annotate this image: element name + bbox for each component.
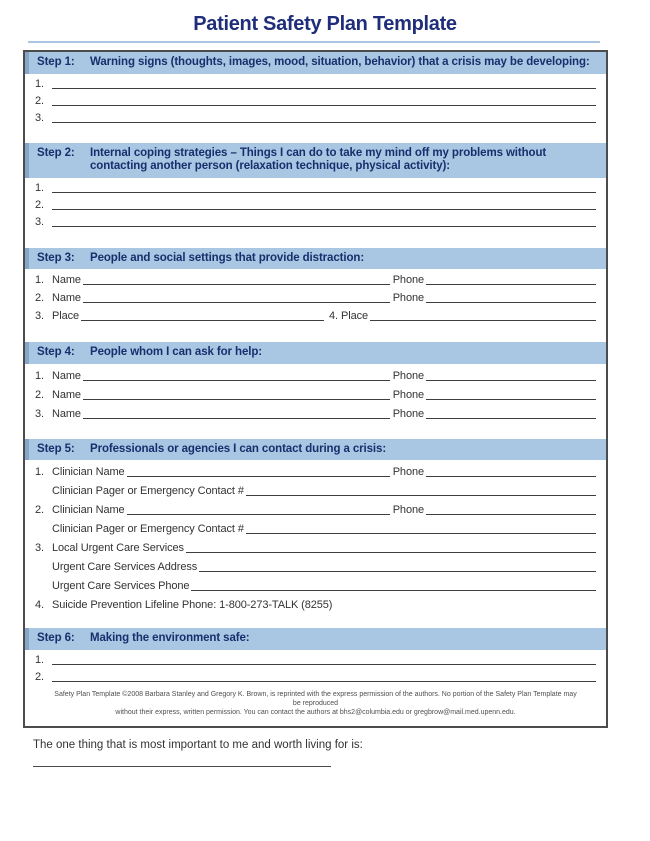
phone-label: Phone bbox=[392, 466, 424, 478]
place-fill-in-line[interactable] bbox=[81, 320, 324, 321]
fill-in-line[interactable] bbox=[52, 664, 596, 665]
fill-in-line[interactable] bbox=[52, 192, 596, 193]
name-phone-row bbox=[35, 269, 596, 287]
step-5-heading: Professionals or agencies I can contact during a crisis: bbox=[90, 442, 387, 455]
name-fill-in-line[interactable] bbox=[83, 380, 390, 381]
name-label: Name bbox=[52, 407, 81, 420]
pager-fill-in-line[interactable] bbox=[246, 495, 596, 496]
name-label: Name bbox=[52, 369, 81, 382]
step-6-label: Step 6: bbox=[37, 632, 75, 644]
urgent-care-fill-in-line[interactable] bbox=[186, 552, 596, 553]
closing-fill-in-line[interactable] bbox=[33, 766, 331, 767]
row-number: 3. bbox=[35, 215, 44, 228]
row-number: 1. bbox=[35, 274, 44, 286]
clinician-row bbox=[35, 460, 596, 479]
phone-label: Phone bbox=[392, 504, 424, 516]
copyright-line-1: Safety Plan Template ©2008 Barbara Stanley and Gregory K. Brown, is reprinted with the express permission of the authors. No portion of the Safety Plan Template may be reproduced bbox=[54, 690, 577, 707]
row-number: 2. bbox=[35, 292, 44, 304]
step-3-rows bbox=[25, 269, 606, 323]
urgent-care-row bbox=[35, 536, 596, 555]
step-2-rows bbox=[25, 178, 606, 229]
row-number: 1. bbox=[35, 369, 44, 382]
fill-in-line[interactable] bbox=[52, 88, 596, 89]
step-1-header bbox=[25, 52, 606, 74]
row-number: 3. bbox=[35, 542, 44, 554]
phone-label: Phone bbox=[392, 292, 424, 304]
step-4-rows bbox=[25, 364, 606, 421]
phone-fill-in-line[interactable] bbox=[426, 380, 596, 381]
step-5-header bbox=[25, 439, 606, 461]
step-1-rows bbox=[25, 74, 606, 125]
pager-label: Clinician Pager or Emergency Contact # bbox=[52, 523, 244, 535]
place-label: Place bbox=[52, 310, 80, 322]
clinician-name-fill-in-line[interactable] bbox=[127, 514, 390, 515]
name-label: Name bbox=[52, 388, 81, 401]
phone-label: Phone bbox=[392, 369, 424, 382]
urgent-care-phone-fill-in-line[interactable] bbox=[191, 590, 596, 591]
place-label: Place bbox=[341, 310, 369, 322]
lifeline-row bbox=[35, 593, 596, 612]
blank-row bbox=[35, 650, 596, 667]
row-number: 3. bbox=[35, 111, 44, 124]
pager-label: Clinician Pager or Emergency Contact # bbox=[52, 485, 244, 497]
row-number: 2. bbox=[35, 504, 44, 516]
fill-in-line[interactable] bbox=[52, 226, 596, 227]
step-5-label: Step 5: bbox=[37, 442, 75, 455]
step-4-header bbox=[25, 342, 606, 364]
urgent-care-address-fill-in-line[interactable] bbox=[199, 571, 596, 572]
phone-fill-in-line[interactable] bbox=[426, 418, 596, 419]
blank-row bbox=[35, 178, 596, 195]
pager-fill-in-line[interactable] bbox=[246, 533, 596, 534]
pager-row bbox=[35, 517, 596, 536]
row-number: 1. bbox=[35, 653, 44, 666]
copyright-line-2: without their express, written permission. You can contact the authors at bhs2@columbia.edu or gregbrow@mail.med.upenn.edu. bbox=[115, 708, 516, 716]
fill-in-line[interactable] bbox=[52, 209, 596, 210]
place-row bbox=[35, 305, 596, 323]
row-number: 2. bbox=[35, 670, 44, 683]
blank-row bbox=[35, 108, 596, 125]
blank-row bbox=[35, 91, 596, 108]
phone-fill-in-line[interactable] bbox=[426, 514, 596, 515]
step-1-heading: Warning signs (thoughts, images, mood, situation, behavior) that a crisis may be developing: bbox=[90, 56, 590, 68]
phone-label: Phone bbox=[392, 407, 424, 420]
fill-in-line[interactable] bbox=[52, 681, 596, 682]
row-number: 2. bbox=[35, 388, 44, 401]
step-1-label: Step 1: bbox=[37, 56, 75, 68]
step-4-label: Step 4: bbox=[37, 346, 75, 358]
name-phone-row bbox=[35, 287, 596, 305]
step-2-heading: Internal coping strategies – Things I can do to take my mind off my problems without contacting another person (relaxation technique, physical activity): bbox=[90, 146, 547, 172]
row-number: 3. bbox=[35, 407, 44, 420]
row-number: 1. bbox=[35, 77, 44, 90]
step-6-rows bbox=[25, 650, 606, 684]
name-phone-row bbox=[35, 383, 596, 402]
phone-fill-in-line[interactable] bbox=[426, 399, 596, 400]
step-3-heading: People and social settings that provide distraction: bbox=[90, 251, 365, 264]
step-6-header bbox=[25, 628, 606, 650]
step-2-label: Step 2: bbox=[37, 146, 75, 159]
closing-prompt: The one thing that is most important to me and worth living for is: bbox=[33, 739, 363, 751]
phone-label: Phone bbox=[392, 388, 424, 401]
page-title: Patient Safety Plan Template bbox=[193, 13, 457, 35]
urgent-care-phone-label: Urgent Care Services Phone bbox=[52, 580, 190, 592]
fill-in-line[interactable] bbox=[52, 122, 596, 123]
name-fill-in-line[interactable] bbox=[83, 399, 390, 400]
row-number: 1. bbox=[35, 181, 44, 194]
name-fill-in-line[interactable] bbox=[83, 302, 390, 303]
fill-in-line[interactable] bbox=[52, 105, 596, 106]
step-6-heading: Making the environment safe: bbox=[90, 632, 250, 644]
blank-row bbox=[35, 195, 596, 212]
step-4-heading: People whom I can ask for help: bbox=[90, 346, 262, 358]
name-label: Name bbox=[52, 274, 81, 286]
name-label: Name bbox=[52, 292, 81, 304]
step-2-header bbox=[25, 143, 606, 178]
phone-fill-in-line[interactable] bbox=[426, 476, 596, 477]
row-number: 3. bbox=[35, 310, 44, 322]
safety-plan-form bbox=[23, 50, 608, 728]
pager-row bbox=[35, 479, 596, 498]
row-number: 2. bbox=[35, 94, 44, 107]
place-fill-in-line[interactable] bbox=[370, 320, 596, 321]
urgent-care-label: Local Urgent Care Services bbox=[52, 542, 184, 554]
title-divider bbox=[28, 41, 600, 43]
blank-row bbox=[35, 667, 596, 684]
urgent-care-address-row bbox=[35, 555, 596, 574]
row-number: 1. bbox=[35, 466, 44, 478]
clinician-name-label: Clinician Name bbox=[52, 504, 125, 516]
urgent-care-address-label: Urgent Care Services Address bbox=[52, 561, 198, 573]
step-3-header bbox=[25, 248, 606, 270]
urgent-care-phone-row bbox=[35, 574, 596, 593]
step-5-rows bbox=[25, 460, 606, 612]
clinician-name-label: Clinician Name bbox=[52, 466, 125, 478]
phone-fill-in-line[interactable] bbox=[426, 284, 596, 285]
step-3-label: Step 3: bbox=[37, 251, 75, 264]
lifeline-text: Suicide Prevention Lifeline Phone: 1-800-273-TALK (8255) bbox=[52, 599, 333, 611]
row-number: 4. bbox=[35, 599, 44, 611]
blank-row bbox=[35, 212, 596, 229]
name-fill-in-line[interactable] bbox=[83, 418, 390, 419]
phone-fill-in-line[interactable] bbox=[426, 302, 596, 303]
name-fill-in-line[interactable] bbox=[83, 284, 390, 285]
clinician-name-fill-in-line[interactable] bbox=[127, 476, 390, 477]
name-phone-row bbox=[35, 402, 596, 421]
clinician-row bbox=[35, 498, 596, 517]
copyright-note bbox=[25, 690, 606, 717]
blank-row bbox=[35, 74, 596, 91]
phone-label: Phone bbox=[392, 274, 424, 286]
row-number: 2. bbox=[35, 198, 44, 211]
name-phone-row bbox=[35, 364, 596, 383]
row-number: 4. bbox=[329, 310, 339, 322]
